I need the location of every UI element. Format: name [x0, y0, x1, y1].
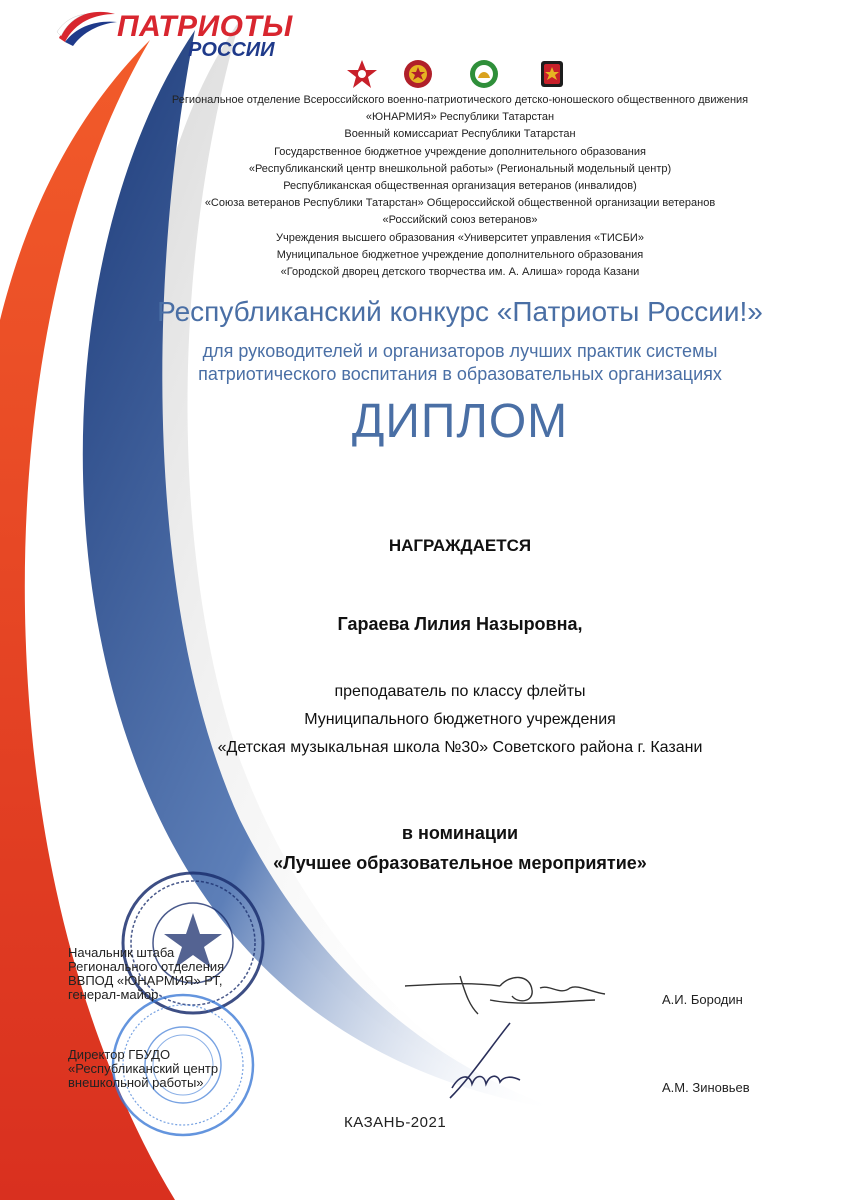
contest-title: Республиканский конкурс «Патриоты России!» — [157, 296, 763, 327]
organizer-line: Учреждения высшего образования «Университет управления «ТИСБИ» — [276, 231, 644, 244]
contest-subtitle — [60, 340, 848, 386]
nomination-value: «Лучшее образовательное мероприятие» — [273, 853, 647, 873]
patriots-of-russia-logo — [55, 6, 295, 61]
organizer-line: «Городской дворец детского творчества им. А. Алиша» города Казани — [280, 266, 640, 279]
organizer-line: Региональное отделение Всероссийского военно-патриотического детско-юношеского общественного движения — [171, 94, 749, 106]
nomination-label: в номинации — [401, 823, 519, 843]
voenkomat-crest-icon — [402, 58, 434, 90]
organizer-line: «Союза ветеранов Республики Татарстан» Общероссийской общественной организации ветеранов — [204, 197, 716, 210]
contest-subtitle-line: для руководителей и организаторов лучших практик системы — [202, 341, 718, 361]
organizer-line: Военный комиссариат Республики Татарстан — [344, 128, 576, 141]
position-line: «Детская музыкальная школа №30» Советского района г. Казани — [217, 739, 703, 756]
signatory-1-title-line: генерал-майор — [68, 987, 159, 1002]
position-line: преподаватель по классу флейты — [334, 683, 586, 700]
organizers-list — [100, 92, 820, 281]
organizer-line: Муниципальное бюджетное учреждение дополнительного образования — [276, 248, 644, 261]
signatory-1-name: А.И. Бородин — [662, 992, 743, 1007]
organizer-emblems — [340, 58, 580, 92]
signatory-2-title-line: «Республиканский центр — [68, 1061, 219, 1076]
logo-line2: РОССИИ — [188, 39, 275, 61]
tatarstan-crest-icon — [468, 58, 500, 90]
signatory-2-title — [68, 1048, 218, 1090]
city-year: КАЗАНЬ-2021 — [344, 1114, 447, 1131]
organizer-line: «ЮНАРМИЯ» Республики Татарстан — [365, 111, 555, 124]
recipient-name: Гараева Лилия Назыровна, — [337, 614, 583, 634]
signatory-2-title-line: Директор ГБУДО — [68, 1047, 171, 1062]
position-line: Муниципального бюджетного учреждения — [304, 711, 616, 728]
signature-2-icon — [440, 1018, 540, 1108]
organizer-line: Республиканская общественная организация ветеранов (инвалидов) — [283, 180, 637, 193]
veterans-emblem-icon — [536, 58, 568, 90]
awarded-label: НАГРАЖДАЕТСЯ — [388, 536, 532, 555]
signatory-1-title-line: ВВПОД «ЮНАРМИЯ» РТ, — [68, 973, 223, 988]
contest-subtitle-line: патриотического воспитания в образовательных организациях — [198, 364, 722, 384]
diploma-heading: ДИПЛОМ — [351, 395, 569, 448]
organizer-line: Государственное бюджетное учреждение дополнительного образования — [274, 145, 646, 158]
signatory-1-title-line: Регионального отделения — [68, 959, 225, 974]
organizer-line: «Российский союз ветеранов» — [382, 214, 538, 227]
recipient-position — [60, 678, 848, 762]
organizer-line: «Республиканский центр внешкольной работы» (Региональный модельный центр) — [248, 162, 672, 175]
yunarmiya-star-icon — [346, 58, 378, 90]
logo-line1: ПАТРИОТЫ — [117, 10, 293, 43]
signatory-2-title-line: внешкольной работы» — [68, 1075, 204, 1090]
signature-1-icon — [400, 966, 610, 1026]
signatory-1-title-line: Начальник штаба — [68, 945, 175, 960]
signatory-2-name: А.М. Зиновьев — [662, 1080, 750, 1095]
signatory-1-title — [68, 946, 224, 1002]
logo-swoosh-icon — [55, 8, 119, 48]
